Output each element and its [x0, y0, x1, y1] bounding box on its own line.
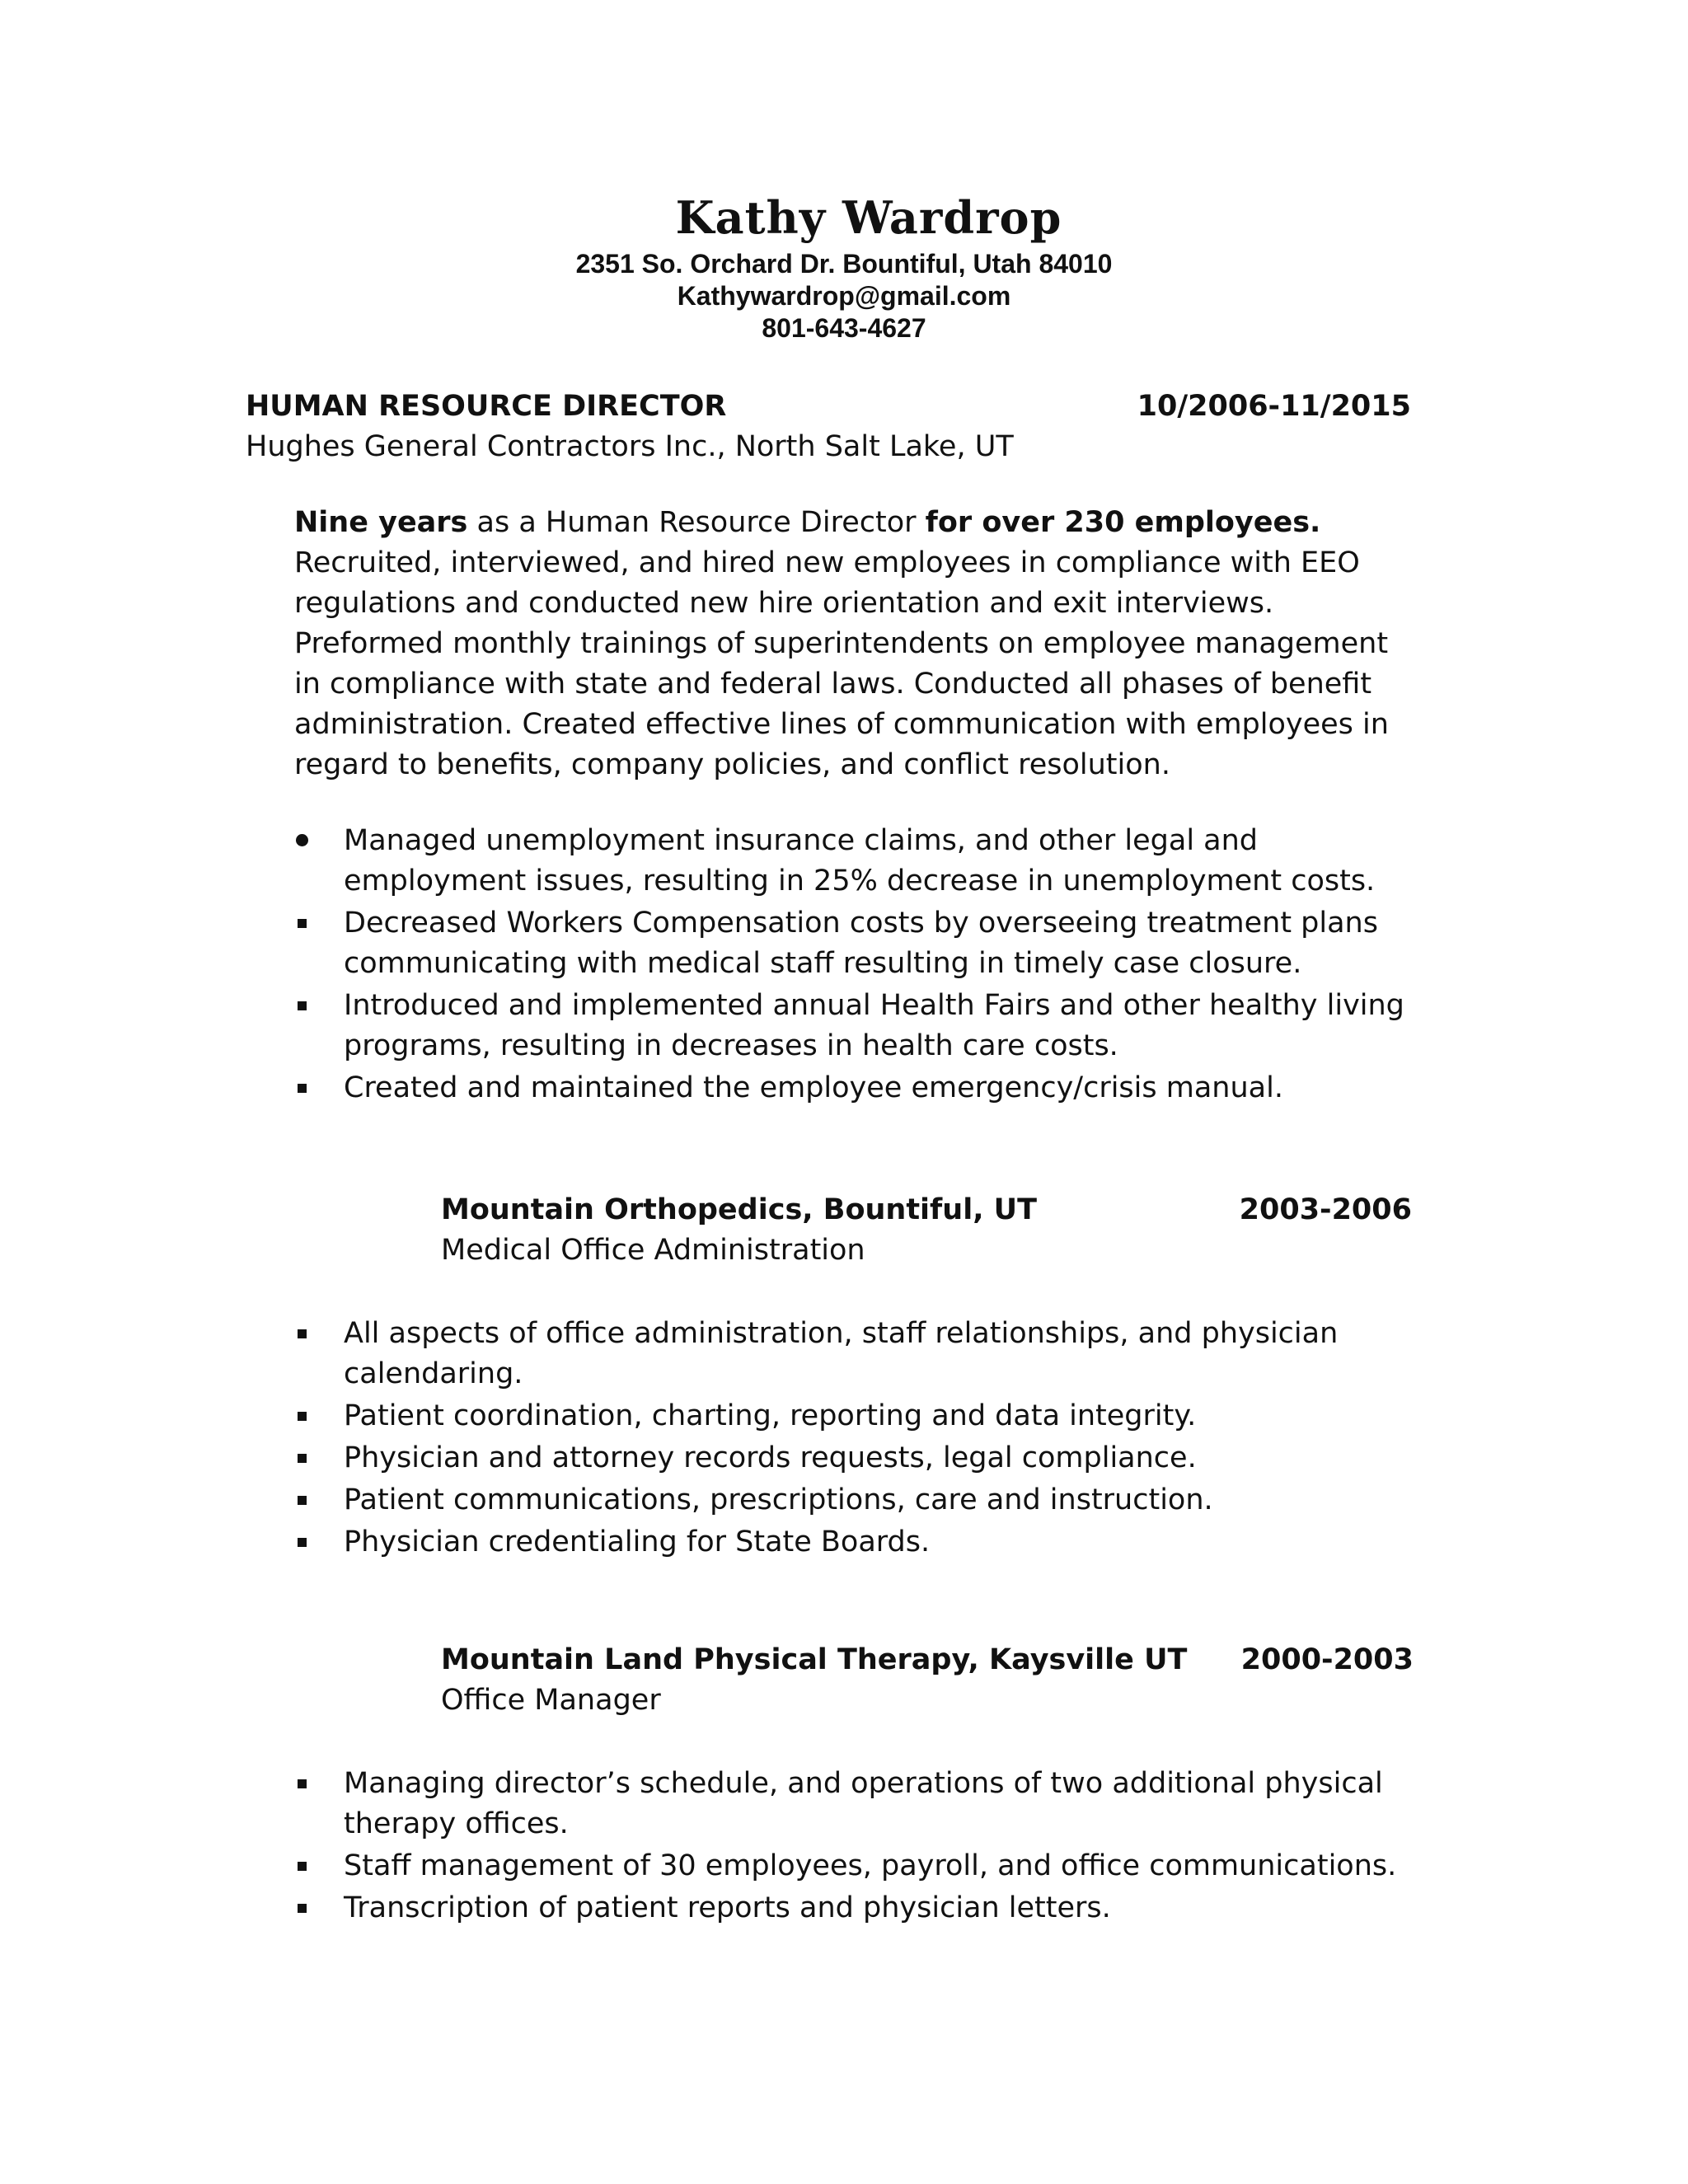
resume-name: Kathy Wardrop	[675, 191, 1062, 244]
address: 2351 So. Orchard Dr. Bountiful, Utah 84010	[575, 249, 1113, 279]
phone: 801-643-4627	[762, 313, 926, 343]
job-role: Medical Office Administration	[441, 1234, 865, 1267]
list-item: Managing director’s schedule, and operations of two additional physical therapy offices.	[344, 1767, 1383, 1840]
job-bullets	[294, 1764, 1423, 1930]
job-dates: 2003-2006	[1239, 1193, 1412, 1226]
summary-highlight: for over 230 employees.	[925, 506, 1321, 539]
list-item: Created and maintained the employee emergency/crisis manual.	[344, 1071, 1283, 1104]
company-name: Mountain Orthopedics, Bountiful, UT	[441, 1193, 1037, 1226]
job-bullets	[294, 821, 1423, 1110]
list-item: Decreased Workers Compensation costs by overseeing treatment plans communicating with medical staff resulting in timely case closure.	[344, 907, 1378, 980]
list-item: Physician credentialing for State Boards.	[344, 1526, 931, 1558]
job-title: HUMAN RESOURCE DIRECTOR	[246, 390, 727, 423]
company-name: Mountain Land Physical Therapy, Kaysville UT	[441, 1643, 1188, 1676]
list-item: Managed unemployment insurance claims, and other legal and employment issues, resulting in 25% decrease in unemployment costs.	[344, 824, 1376, 898]
job-summary	[294, 503, 1415, 785]
job-role: Office Manager	[441, 1684, 661, 1717]
job-dates: 2000-2003	[1240, 1643, 1414, 1676]
summary-text: as a Human Resource Director	[467, 506, 926, 539]
summary-text: Recruited, interviewed, and hired new employees in compliance with EEO regulations and conducted new hire orientation and exit interviews. Preformed monthly trainings of superintendents on employee management in compliance with state and federal laws. Conducted all phases of benefit administration. Created effective lines of communication with employees in regard to benefits, company policies, and conflict resolution.	[294, 546, 1389, 781]
company-name: Hughes General Contractors Inc., North Salt Lake, UT	[246, 430, 1014, 463]
list-item: Transcription of patient reports and physician letters.	[344, 1891, 1111, 1924]
list-item: Staff management of 30 employees, payroll, and office communications.	[344, 1849, 1397, 1882]
job-dates: 10/2006-11/2015	[1137, 390, 1411, 423]
list-item: All aspects of office administration, staff relationships, and physician calendaring.	[344, 1317, 1339, 1390]
list-item: Patient communications, prescriptions, care and instruction.	[344, 1483, 1213, 1516]
job-bullets	[294, 1314, 1423, 1564]
list-item: Patient coordination, charting, reporting and data integrity.	[344, 1399, 1197, 1432]
email: Kathywardrop@gmail.com	[677, 281, 1011, 311]
list-item: Physician and attorney records requests, legal compliance.	[344, 1441, 1197, 1474]
summary-lead: Nine years	[294, 506, 468, 539]
list-item: Introduced and implemented annual Health Fairs and other healthy living programs, resulting in decreases in health care costs.	[344, 989, 1404, 1062]
